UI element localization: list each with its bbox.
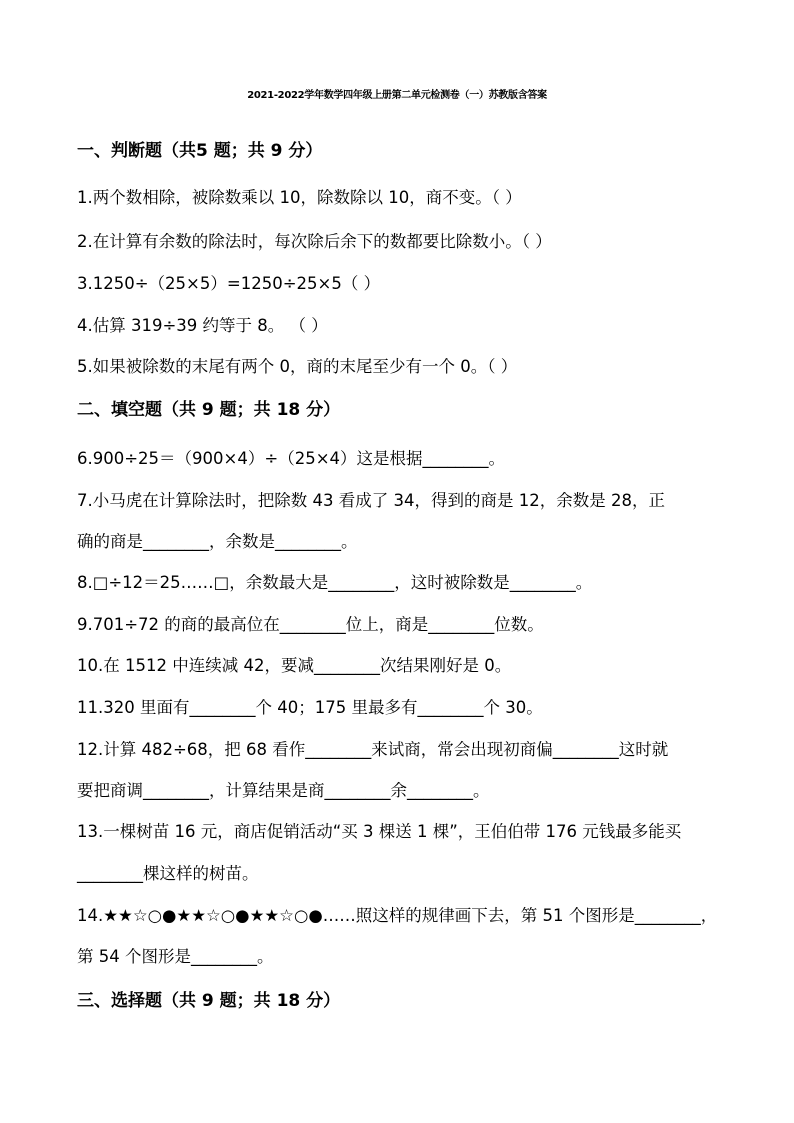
question-14-line-2: 第 54 个图形是________。: [77, 947, 274, 966]
question-12-line-1: 12.计算 482÷68，把 68 看作________来试商，常会出现初商偏________这时就: [77, 740, 669, 759]
question-14-line-1: 14.★★☆○●★★☆○●★★☆○●……照这样的规律画下去，第 51 个图形是________，: [77, 906, 718, 925]
question-3: 3.1250÷（25×5）=1250÷25×5（ ）: [77, 274, 381, 293]
section-heading-choice: 三、选择题（共 9 题；共 18 分）: [77, 991, 341, 1011]
question-7-line-2: 确的商是________，余数是________。: [77, 532, 358, 551]
question-2: 2.在计算有余数的除法时，每次除后余下的数都要比除数小。（ ）: [77, 232, 552, 251]
question-8: 8.□÷12＝25……□，余数最大是________，这时被除数是________。: [77, 573, 593, 592]
question-13-line-2: ________棵这样的树苗。: [77, 864, 259, 883]
section-heading-judgment: 一、判断题（共5 题；共 9 分）: [77, 141, 323, 161]
question-11: 11.320 里面有________个 40；175 里最多有________个 30。: [77, 698, 543, 717]
question-13-line-1: 13.一棵树苗 16 元，商店促销活动“买 3 棵送 1 棵”，王伯伯带 176 元钱最多能买: [77, 822, 682, 841]
question-5: 5.如果被除数的末尾有两个 0，商的末尾至少有一个 0。（ ）: [77, 357, 518, 376]
question-12-line-2: 要把商调________，计算结果是商________余________。: [77, 781, 490, 800]
question-4: 4.估算 319÷39 约等于 8。 （ ）: [77, 316, 328, 335]
question-1: 1.两个数相除，被除数乘以 10，除数除以 10，商不变。（ ）: [77, 188, 522, 207]
question-6: 6.900÷25＝（900×4）÷（25×4）这是根据________。: [77, 449, 506, 468]
section-heading-fill-in: 二、填空题（共 9 题；共 18 分）: [77, 400, 341, 420]
question-7-line-1: 7.小马虎在计算除法时，把除数 43 看成了 34，得到的商是 12，余数是 28，正: [77, 491, 665, 510]
question-9: 9.701÷72 的商的最高位在________位上，商是________位数。: [77, 615, 544, 634]
question-10: 10.在 1512 中连续减 42，要减________次结果刚好是 0。: [77, 656, 512, 675]
page-title: 2021-2022学年数学四年级上册第二单元检测卷（一）苏教版含答案: [247, 90, 547, 101]
